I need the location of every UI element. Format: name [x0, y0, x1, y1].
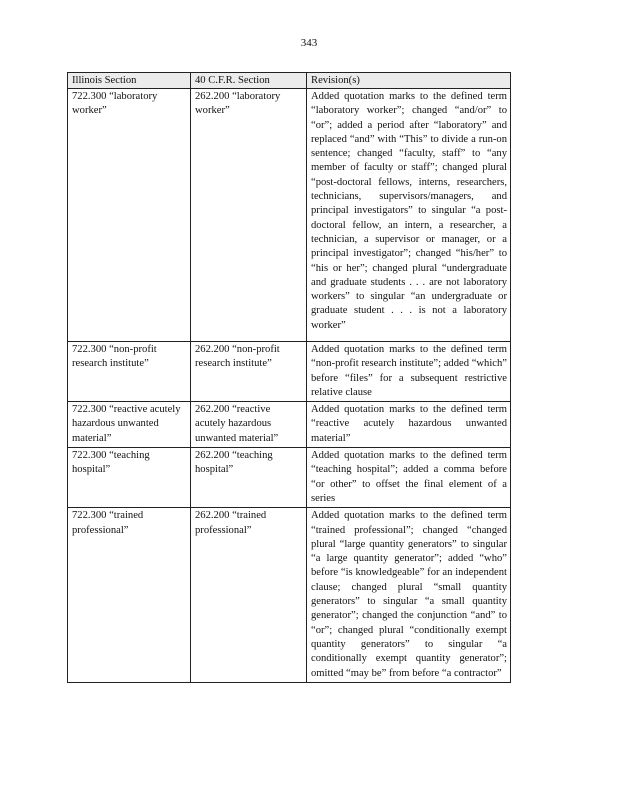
table-header-row — [68, 73, 511, 89]
illinois-section-cell: 722.300 “laboratory worker” — [68, 89, 191, 342]
table-row — [68, 89, 511, 342]
revision-table-container — [67, 72, 510, 683]
header-illinois-section: Illinois Section — [68, 73, 191, 89]
cfr-section-cell: 262.200 “reactive acutely hazardous unwanted material” — [191, 402, 307, 448]
revision-cell: Added quotation marks to the defined term “teaching hospital”; added a comma before “or other” to offset the final element of a series — [307, 448, 511, 508]
revision-table — [67, 72, 511, 683]
cfr-section-cell: 262.200 “laboratory worker” — [191, 89, 307, 342]
revision-cell: Added quotation marks to the defined term “non-profit research institute”; added “which” before “files” for a subsequent restrictive relative clause — [307, 342, 511, 402]
revision-cell: Added quotation marks to the defined term “trained professional”; changed “changed plural “large quantity generators” to singular “a large quantity generator”; added “who” before “is knowledgeable” for an independent clause; changed plural “small quantity generators” to singular “a small quantity generator”; changed the conjunction “and” to “or”; changed plural “conditionally exempt quantity generators” to singular “a conditionally exempt quantity generator”; omitted “may be” from before “a contractor” — [307, 508, 511, 683]
illinois-section-cell: 722.300 “teaching hospital” — [68, 448, 191, 508]
table-row — [68, 508, 511, 683]
table-row — [68, 402, 511, 448]
cfr-section-cell: 262.200 “trained professional” — [191, 508, 307, 683]
header-cfr-section: 40 C.F.R. Section — [191, 73, 307, 89]
page-number: 343 — [300, 37, 318, 49]
revision-cell: Added quotation marks to the defined term “laboratory worker”; changed “and/or” to “or”; added a period after “laboratory” and replaced “and” with “This” to divide a run-on sentence; changed “faculty, staff” to “any member of faculty or staff”; changed plural “post-doctoral fellows, interns, researchers, technicians, supervisors/managers, and principal investigators” to singular “a post-doctoral fellow, an intern, a researcher, a technician, a supervisor or manager, or a principal investigator”; changed “his/her” to “his or her”; changed plural “undergraduate and graduate students . . . are not laboratory workers” to singular “an undergraduate or graduate student . . . is not a laboratory worker” — [307, 89, 511, 342]
illinois-section-cell: 722.300 “reactive acutely hazardous unwanted material” — [68, 402, 191, 448]
illinois-section-cell: 722.300 “non-profit research institute” — [68, 342, 191, 402]
cfr-section-cell: 262.200 “teaching hospital” — [191, 448, 307, 508]
illinois-section-cell: 722.300 “trained professional” — [68, 508, 191, 683]
table-row — [68, 342, 511, 402]
revision-cell: Added quotation marks to the defined term “reactive acutely hazardous unwanted material” — [307, 402, 511, 448]
header-revisions: Revision(s) — [307, 73, 511, 89]
cfr-section-cell: 262.200 “non-profit research institute” — [191, 342, 307, 402]
table-row — [68, 448, 511, 508]
